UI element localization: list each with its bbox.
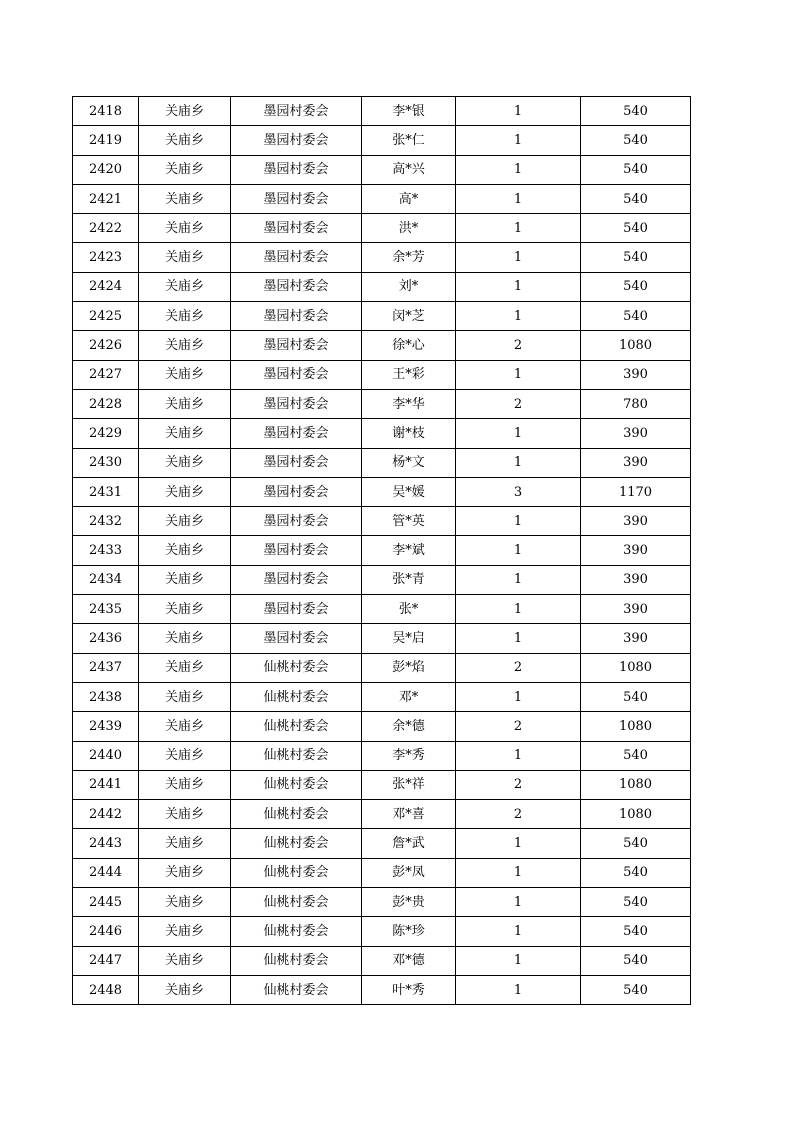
recipient-name-cell: 吴*媛 <box>362 477 456 506</box>
table-row <box>73 888 691 917</box>
recipient-name-cell: 张*祥 <box>362 770 456 799</box>
township-cell: 关庙乡 <box>139 389 231 418</box>
serial-number-cell: 2438 <box>73 682 139 711</box>
village-committee-cell: 墨园村委会 <box>231 272 362 301</box>
recipient-name-cell: 彭*贵 <box>362 888 456 917</box>
recipient-name-cell: 张*仁 <box>362 126 456 155</box>
person-count-cell: 2 <box>456 800 581 829</box>
village-committee-cell: 仙桃村委会 <box>231 858 362 887</box>
recipient-name-cell: 李*秀 <box>362 741 456 770</box>
person-count-cell: 1 <box>456 682 581 711</box>
table-row <box>73 975 691 1004</box>
serial-number-cell: 2418 <box>73 97 139 126</box>
person-count-cell: 2 <box>456 653 581 682</box>
amount-cell: 390 <box>581 565 691 594</box>
serial-number-cell: 2448 <box>73 975 139 1004</box>
amount-cell: 780 <box>581 389 691 418</box>
serial-number-cell: 2447 <box>73 946 139 975</box>
person-count-cell: 1 <box>456 917 581 946</box>
document-page <box>72 96 690 1005</box>
person-count-cell: 1 <box>456 97 581 126</box>
amount-cell: 540 <box>581 829 691 858</box>
recipient-name-cell: 王*彩 <box>362 360 456 389</box>
table-row <box>73 155 691 184</box>
amount-cell: 540 <box>581 155 691 184</box>
amount-cell: 1080 <box>581 770 691 799</box>
recipient-name-cell: 邓* <box>362 682 456 711</box>
amount-cell: 390 <box>581 419 691 448</box>
table-row <box>73 829 691 858</box>
amount-cell: 1080 <box>581 800 691 829</box>
amount-cell: 540 <box>581 272 691 301</box>
township-cell: 关庙乡 <box>139 536 231 565</box>
serial-number-cell: 2424 <box>73 272 139 301</box>
person-count-cell: 1 <box>456 624 581 653</box>
recipient-name-cell: 张*青 <box>362 565 456 594</box>
village-committee-cell: 墨园村委会 <box>231 389 362 418</box>
recipient-name-cell: 吴*启 <box>362 624 456 653</box>
township-cell: 关庙乡 <box>139 126 231 155</box>
township-cell: 关庙乡 <box>139 243 231 272</box>
serial-number-cell: 2429 <box>73 419 139 448</box>
table-row <box>73 624 691 653</box>
serial-number-cell: 2441 <box>73 770 139 799</box>
township-cell: 关庙乡 <box>139 155 231 184</box>
serial-number-cell: 2432 <box>73 507 139 536</box>
recipient-name-cell: 高*兴 <box>362 155 456 184</box>
table-row <box>73 419 691 448</box>
serial-number-cell: 2433 <box>73 536 139 565</box>
person-count-cell: 1 <box>456 243 581 272</box>
table-row <box>73 360 691 389</box>
township-cell: 关庙乡 <box>139 888 231 917</box>
amount-cell: 540 <box>581 302 691 331</box>
amount-cell: 390 <box>581 595 691 624</box>
recipient-name-cell: 徐*心 <box>362 331 456 360</box>
serial-number-cell: 2446 <box>73 917 139 946</box>
person-count-cell: 1 <box>456 507 581 536</box>
person-count-cell: 1 <box>456 272 581 301</box>
amount-cell: 390 <box>581 536 691 565</box>
table-row <box>73 682 691 711</box>
serial-number-cell: 2426 <box>73 331 139 360</box>
amount-cell: 1080 <box>581 712 691 741</box>
person-count-cell: 1 <box>456 858 581 887</box>
serial-number-cell: 2427 <box>73 360 139 389</box>
recipient-name-cell: 管*英 <box>362 507 456 536</box>
township-cell: 关庙乡 <box>139 975 231 1004</box>
recipient-name-cell: 彭*凤 <box>362 858 456 887</box>
table-row <box>73 800 691 829</box>
amount-cell: 540 <box>581 917 691 946</box>
village-committee-cell: 仙桃村委会 <box>231 800 362 829</box>
serial-number-cell: 2440 <box>73 741 139 770</box>
township-cell: 关庙乡 <box>139 770 231 799</box>
table-row <box>73 536 691 565</box>
serial-number-cell: 2419 <box>73 126 139 155</box>
serial-number-cell: 2431 <box>73 477 139 506</box>
table-row <box>73 126 691 155</box>
serial-number-cell: 2443 <box>73 829 139 858</box>
village-committee-cell: 墨园村委会 <box>231 595 362 624</box>
amount-cell: 390 <box>581 360 691 389</box>
village-committee-cell: 墨园村委会 <box>231 507 362 536</box>
township-cell: 关庙乡 <box>139 477 231 506</box>
recipient-name-cell: 高* <box>362 184 456 213</box>
amount-cell: 540 <box>581 741 691 770</box>
village-committee-cell: 墨园村委会 <box>231 624 362 653</box>
table-row <box>73 272 691 301</box>
serial-number-cell: 2420 <box>73 155 139 184</box>
township-cell: 关庙乡 <box>139 858 231 887</box>
serial-number-cell: 2442 <box>73 800 139 829</box>
township-cell: 关庙乡 <box>139 331 231 360</box>
serial-number-cell: 2434 <box>73 565 139 594</box>
amount-cell: 1170 <box>581 477 691 506</box>
recipient-name-cell: 张* <box>362 595 456 624</box>
table-row <box>73 858 691 887</box>
serial-number-cell: 2437 <box>73 653 139 682</box>
amount-cell: 1080 <box>581 331 691 360</box>
amount-cell: 540 <box>581 858 691 887</box>
township-cell: 关庙乡 <box>139 360 231 389</box>
recipient-name-cell: 余*芳 <box>362 243 456 272</box>
recipient-name-cell: 余*德 <box>362 712 456 741</box>
table-row <box>73 770 691 799</box>
township-cell: 关庙乡 <box>139 800 231 829</box>
person-count-cell: 1 <box>456 419 581 448</box>
serial-number-cell: 2445 <box>73 888 139 917</box>
person-count-cell: 1 <box>456 448 581 477</box>
township-cell: 关庙乡 <box>139 507 231 536</box>
table-row <box>73 507 691 536</box>
roster-table <box>72 96 691 1005</box>
serial-number-cell: 2430 <box>73 448 139 477</box>
table-row <box>73 243 691 272</box>
person-count-cell: 1 <box>456 126 581 155</box>
recipient-name-cell: 李*华 <box>362 389 456 418</box>
person-count-cell: 1 <box>456 536 581 565</box>
person-count-cell: 3 <box>456 477 581 506</box>
township-cell: 关庙乡 <box>139 419 231 448</box>
recipient-name-cell: 杨*文 <box>362 448 456 477</box>
recipient-name-cell: 邓*德 <box>362 946 456 975</box>
township-cell: 关庙乡 <box>139 624 231 653</box>
person-count-cell: 1 <box>456 214 581 243</box>
person-count-cell: 1 <box>456 595 581 624</box>
table-row <box>73 302 691 331</box>
village-committee-cell: 仙桃村委会 <box>231 888 362 917</box>
recipient-name-cell: 陈*珍 <box>362 917 456 946</box>
village-committee-cell: 仙桃村委会 <box>231 917 362 946</box>
township-cell: 关庙乡 <box>139 565 231 594</box>
village-committee-cell: 墨园村委会 <box>231 214 362 243</box>
township-cell: 关庙乡 <box>139 184 231 213</box>
village-committee-cell: 墨园村委会 <box>231 155 362 184</box>
serial-number-cell: 2425 <box>73 302 139 331</box>
village-committee-cell: 墨园村委会 <box>231 360 362 389</box>
person-count-cell: 1 <box>456 741 581 770</box>
township-cell: 关庙乡 <box>139 829 231 858</box>
village-committee-cell: 墨园村委会 <box>231 331 362 360</box>
table-row <box>73 595 691 624</box>
serial-number-cell: 2423 <box>73 243 139 272</box>
person-count-cell: 1 <box>456 829 581 858</box>
recipient-name-cell: 刘* <box>362 272 456 301</box>
table-row <box>73 565 691 594</box>
person-count-cell: 1 <box>456 302 581 331</box>
village-committee-cell: 仙桃村委会 <box>231 741 362 770</box>
amount-cell: 540 <box>581 243 691 272</box>
village-committee-cell: 仙桃村委会 <box>231 770 362 799</box>
village-committee-cell: 墨园村委会 <box>231 565 362 594</box>
amount-cell: 540 <box>581 946 691 975</box>
village-committee-cell: 墨园村委会 <box>231 243 362 272</box>
amount-cell: 390 <box>581 624 691 653</box>
person-count-cell: 1 <box>456 975 581 1004</box>
amount-cell: 390 <box>581 507 691 536</box>
amount-cell: 540 <box>581 888 691 917</box>
person-count-cell: 1 <box>456 888 581 917</box>
person-count-cell: 1 <box>456 360 581 389</box>
amount-cell: 1080 <box>581 653 691 682</box>
amount-cell: 540 <box>581 184 691 213</box>
amount-cell: 390 <box>581 448 691 477</box>
township-cell: 关庙乡 <box>139 302 231 331</box>
recipient-name-cell: 彭*焰 <box>362 653 456 682</box>
recipient-name-cell: 谢*枝 <box>362 419 456 448</box>
township-cell: 关庙乡 <box>139 741 231 770</box>
village-committee-cell: 墨园村委会 <box>231 536 362 565</box>
person-count-cell: 1 <box>456 946 581 975</box>
amount-cell: 540 <box>581 97 691 126</box>
village-committee-cell: 墨园村委会 <box>231 302 362 331</box>
township-cell: 关庙乡 <box>139 97 231 126</box>
recipient-name-cell: 李*银 <box>362 97 456 126</box>
village-committee-cell: 仙桃村委会 <box>231 712 362 741</box>
table-row <box>73 389 691 418</box>
recipient-name-cell: 詹*武 <box>362 829 456 858</box>
serial-number-cell: 2435 <box>73 595 139 624</box>
township-cell: 关庙乡 <box>139 653 231 682</box>
township-cell: 关庙乡 <box>139 682 231 711</box>
serial-number-cell: 2444 <box>73 858 139 887</box>
table-row <box>73 946 691 975</box>
person-count-cell: 2 <box>456 331 581 360</box>
recipient-name-cell: 闵*芝 <box>362 302 456 331</box>
amount-cell: 540 <box>581 682 691 711</box>
recipient-name-cell: 李*斌 <box>362 536 456 565</box>
village-committee-cell: 墨园村委会 <box>231 477 362 506</box>
roster-table-body <box>73 97 691 1005</box>
table-row <box>73 917 691 946</box>
village-committee-cell: 墨园村委会 <box>231 419 362 448</box>
serial-number-cell: 2422 <box>73 214 139 243</box>
township-cell: 关庙乡 <box>139 272 231 301</box>
table-row <box>73 184 691 213</box>
serial-number-cell: 2428 <box>73 389 139 418</box>
township-cell: 关庙乡 <box>139 448 231 477</box>
village-committee-cell: 墨园村委会 <box>231 184 362 213</box>
township-cell: 关庙乡 <box>139 712 231 741</box>
village-committee-cell: 墨园村委会 <box>231 97 362 126</box>
village-committee-cell: 仙桃村委会 <box>231 653 362 682</box>
township-cell: 关庙乡 <box>139 214 231 243</box>
person-count-cell: 2 <box>456 712 581 741</box>
township-cell: 关庙乡 <box>139 946 231 975</box>
table-row <box>73 97 691 126</box>
village-committee-cell: 仙桃村委会 <box>231 682 362 711</box>
person-count-cell: 1 <box>456 565 581 594</box>
village-committee-cell: 墨园村委会 <box>231 126 362 155</box>
table-row <box>73 477 691 506</box>
village-committee-cell: 仙桃村委会 <box>231 975 362 1004</box>
person-count-cell: 1 <box>456 184 581 213</box>
township-cell: 关庙乡 <box>139 595 231 624</box>
serial-number-cell: 2436 <box>73 624 139 653</box>
person-count-cell: 1 <box>456 155 581 184</box>
table-row <box>73 214 691 243</box>
serial-number-cell: 2421 <box>73 184 139 213</box>
amount-cell: 540 <box>581 126 691 155</box>
person-count-cell: 2 <box>456 389 581 418</box>
table-row <box>73 448 691 477</box>
township-cell: 关庙乡 <box>139 917 231 946</box>
amount-cell: 540 <box>581 975 691 1004</box>
village-committee-cell: 墨园村委会 <box>231 448 362 477</box>
recipient-name-cell: 洪* <box>362 214 456 243</box>
table-row <box>73 331 691 360</box>
person-count-cell: 2 <box>456 770 581 799</box>
serial-number-cell: 2439 <box>73 712 139 741</box>
table-row <box>73 653 691 682</box>
village-committee-cell: 仙桃村委会 <box>231 946 362 975</box>
table-row <box>73 741 691 770</box>
recipient-name-cell: 邓*喜 <box>362 800 456 829</box>
table-row <box>73 712 691 741</box>
amount-cell: 540 <box>581 214 691 243</box>
village-committee-cell: 仙桃村委会 <box>231 829 362 858</box>
recipient-name-cell: 叶*秀 <box>362 975 456 1004</box>
